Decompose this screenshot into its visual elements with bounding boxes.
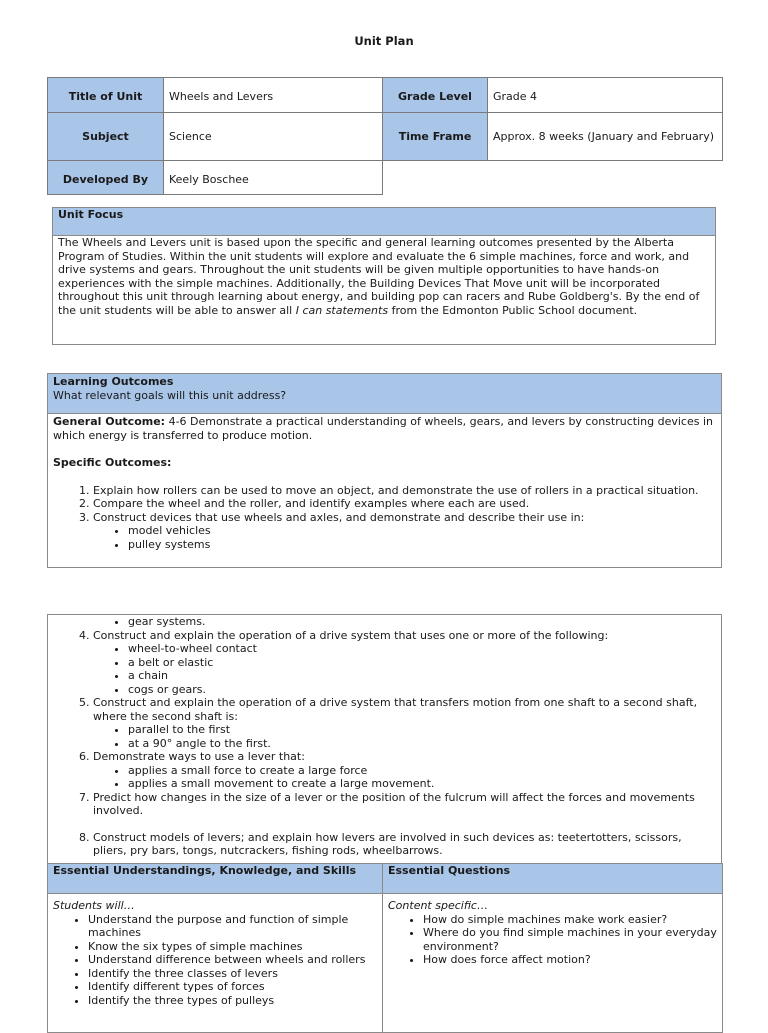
list-item: • model vehicles bbox=[128, 524, 716, 538]
list-item: • How do simple machines make work easier? bbox=[423, 913, 717, 927]
title-of-unit-value: Wheels and Levers bbox=[164, 78, 383, 113]
essential-understandings-list bbox=[53, 913, 377, 1008]
essential-questions-list bbox=[388, 913, 717, 967]
list-item: 1. Explain how rollers can be used to move an object, and demonstrate the use of rollers in a practical situation. bbox=[93, 484, 716, 498]
essential-questions-heading: Essential Questions bbox=[383, 864, 723, 894]
list-item: 5. Construct and explain the operation of a drive system that transfers motion from one shaft to a second shaft, where the second shaft is: • parallel to the first • at a 90° angle to the first. bbox=[93, 696, 716, 750]
learning-outcomes-heading: Learning Outcomes What relevant goals will this unit address? bbox=[48, 374, 721, 414]
grade-level-value: Grade 4 bbox=[488, 78, 723, 113]
continued-sublist bbox=[53, 615, 716, 629]
outcomes-continued-box bbox=[47, 614, 722, 864]
essential-understandings-cell: Students will… • Understand the purpose and function of simple machines • Know the six types of simple machines • Understand difference between wheels and rollers • Identify the three classes of levers • Identify different types of forces • Identify the three types of pulleys bbox=[48, 894, 383, 1033]
unit-focus-heading: Unit Focus bbox=[53, 208, 715, 236]
list-item: • parallel to the first bbox=[128, 723, 716, 737]
essential-table bbox=[47, 863, 723, 1033]
list-item: • at a 90° angle to the first. bbox=[128, 737, 716, 751]
list-item: • applies a small movement to create a large movement. bbox=[128, 777, 716, 791]
list-item: • a chain bbox=[128, 669, 716, 683]
subject-label: Subject bbox=[48, 113, 164, 161]
empty-cell bbox=[383, 161, 488, 195]
list-item: • applies a small force to create a large force bbox=[128, 764, 716, 778]
list-item: • Identify the three classes of levers bbox=[88, 967, 377, 981]
list-item: 6. Demonstrate ways to use a lever that: • applies a small force to create a large force • applies a small movement to create a large movement. bbox=[93, 750, 716, 791]
list-item: • How does force affect motion? bbox=[423, 953, 717, 967]
time-frame-value: Approx. 8 weeks (January and February) bbox=[488, 113, 723, 161]
list-item: 4. Construct and explain the operation of a drive system that uses one or more of the following: • wheel-to-wheel contact • a belt or elastic • a chain • cogs or gears. bbox=[93, 629, 716, 697]
list-item: 8. Construct models of levers; and explain how levers are involved in such devices as: teetertotters, scissors, pliers, pry bars, tongs, nutcrackers, fishing rods, wheelbarrows. bbox=[93, 831, 716, 858]
subject-value: Science bbox=[164, 113, 383, 161]
developed-by-value: Keely Boschee bbox=[164, 161, 383, 195]
list-item: 7. Predict how changes in the size of a lever or the position of the fulcrum will affect the forces and movements involved. bbox=[93, 791, 716, 818]
list-item: • cogs or gears. bbox=[128, 683, 716, 697]
essential-questions-cell: Content specific… • How do simple machines make work easier? • Where do you find simple machines in your everyday environment? • How does force affect motion? bbox=[383, 894, 723, 1033]
unit-focus-box bbox=[52, 207, 716, 345]
list-item: • pulley systems bbox=[128, 538, 716, 552]
unit-header-table bbox=[47, 77, 723, 195]
empty-cell bbox=[488, 161, 723, 195]
list-item: 2. Compare the wheel and the roller, and identify examples where each are used. bbox=[93, 497, 716, 511]
list-item: 3. Construct devices that use wheels and axles, and demonstrate and describe their use in: • model vehicles • pulley systems bbox=[93, 511, 716, 552]
continued-outcomes-list bbox=[53, 629, 716, 858]
specific-outcomes-label: Specific Outcomes: bbox=[53, 456, 172, 469]
essential-understandings-heading: Essential Understandings, Knowledge, and Skills bbox=[48, 864, 383, 894]
list-item: • gear systems. bbox=[128, 615, 716, 629]
list-item: • Know the six types of simple machines bbox=[88, 940, 377, 954]
unit-focus-text: The Wheels and Levers unit is based upon the specific and general learning outcomes presented by the Alberta Program of Studies. Within the unit students will explore and evaluate the 6 simple machines, force and work, and drive systems and gears. Throughout the unit students will be given multiple opportunities to have hands-on experiences with the simple machines. Additionally, the Building Devices That Move unit will be incorporated throughout this unit through learning about energy, and building pop can racers and Rube Goldberg's. By the end of the unit students will be able to answer all I can statements from the Edmonton Public School document. bbox=[58, 236, 700, 317]
learning-outcomes-box bbox=[47, 373, 722, 568]
time-frame-label: Time Frame bbox=[383, 113, 488, 161]
title-of-unit-label: Title of Unit bbox=[48, 78, 164, 113]
list-item: • Where do you find simple machines in your everyday environment? bbox=[423, 926, 717, 953]
developed-by-label: Developed By bbox=[48, 161, 164, 195]
specific-outcomes-list bbox=[53, 484, 716, 552]
learning-outcomes-subheading: What relevant goals will this unit address? bbox=[53, 388, 287, 402]
grade-level-label: Grade Level bbox=[383, 78, 488, 113]
list-item: • Identify different types of forces bbox=[88, 980, 377, 994]
list-item: • wheel-to-wheel contact bbox=[128, 642, 716, 656]
list-item: • Understand difference between wheels and rollers bbox=[88, 953, 377, 967]
general-outcome: General Outcome: 4-6 Demonstrate a practical understanding of wheels, gears, and levers by constructing devices in which energy is transferred to produce motion. bbox=[53, 415, 713, 442]
list-item: • Understand the purpose and function of simple machines bbox=[88, 913, 377, 940]
page-title: Unit Plan bbox=[354, 34, 414, 48]
list-item: • Identify the three types of pulleys bbox=[88, 994, 377, 1008]
list-item: • a belt or elastic bbox=[128, 656, 716, 670]
